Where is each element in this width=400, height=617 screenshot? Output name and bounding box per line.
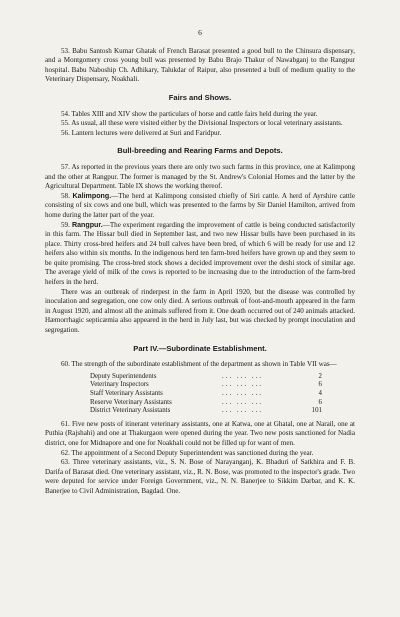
paragraph-54: 54. Tables XIII and XIV show the particulars of horse and cattle fairs held during the year. [61, 109, 318, 118]
staff-count: 6 [318, 398, 322, 406]
paragraph-53: 53. Babu Santosh Kumar Ghatak of French Barasat presented a good bull to the Chinsura dispensary, and a Montgomery cross young bull was presented by Babu Brajo Thakur of Nawabganj to the Rangpur hospital. Babu Naboship Ch. Adhikary, Talukdar of Raipur, also presented a bull of medium quality to the Veterinary Dispensary, Noakhali. [45, 46, 355, 84]
leader-dots: ... ... ... [222, 407, 263, 415]
paragraph-58-number: 58. [61, 191, 70, 200]
leader-dots: ... ... ... [222, 398, 263, 406]
paragraph-57: 57. As reported in the previous years there are only two such farms in this province, one at Kalimpong and the other at Rangpur. The former is managed by the St. Andrew's Colonial Homes and the latter by the Agricultural Department. Table IX shows the working thereof. [45, 162, 355, 191]
paragraph-59-number: 59. [61, 220, 70, 229]
staff-category: Staff Veterinary Assistants [90, 390, 163, 397]
staff-count: 4 [318, 390, 322, 397]
section-title-bull-breeding: Bull-breeding and Rearing Farms and Depots. [117, 146, 283, 156]
paragraph-62: 62. The appointment of a Second Deputy Superintendent was sanctioned during the year. [61, 448, 314, 457]
table-row [90, 407, 322, 416]
section-title-fairs: Fairs and Shows. [168, 92, 232, 102]
staff-category: District Veterinary Assistants [90, 407, 171, 415]
paragraph-58 [45, 192, 355, 221]
establishment-table [90, 373, 322, 416]
table-row [90, 390, 322, 399]
paragraph-56: 56. Lantern lectures were delivered at Suri and Faridpur. [61, 128, 222, 137]
paragraph-55: 55. As usual, all these were visited either by the Divisional Inspectors or local veterinary assistants. [61, 119, 343, 128]
paragraph-61: 61. Five new posts of itinerant veterinary assistants, one at Katwa, one at Ghatal, one at Narail, one at Puthia (Rajshahi) and one at Thakurgaon were opened during the year. Two new posts sanctioned for Nadia district, one for Midnapore and one for Noakhali could not be filled up for want of men. [45, 419, 355, 447]
section-title-part-iv: Part IV.—Subordinate Establishment. [133, 343, 267, 353]
paragraph-59-continued: There was an outbreak of rinderpest in the farm in April 1920, but the disease was controlled by inoculation and segregation, one cow only died. A serious outbreak of foot-and-mouth appeared in the farm in August 1920, and almost all the animals suffered from it. One death occurred out of 240 animals attacked. Hæmorrhagic septicæmia also appeared in the herd in July last, but was checked by prompt inoculation and segregation. [45, 287, 355, 335]
staff-category: Veterinary Inspectors [90, 381, 149, 389]
leader-dots: ... ... ... [222, 372, 263, 380]
staff-category: Deputy Superintendents [90, 372, 157, 380]
paragraph-59-heading: Rangpur. [71, 220, 103, 229]
leader-dots: ... ... ... [222, 390, 263, 397]
table-row [90, 373, 322, 382]
staff-count: 6 [318, 381, 322, 389]
paragraph-59 [45, 221, 355, 288]
table-row [90, 381, 322, 390]
paragraph-58-text: —The herd at Kalimpong consisted chiefly of Siri cattle. A herd of Ayrshire cattle consisting of six cows and one bull, which was presented to the farms by Sir Daniel Hamilton, arrived from home during the latter part of the year. [45, 191, 355, 219]
staff-count: 101 [311, 407, 322, 415]
paragraph-60: 60. The strength of the subordinate establishment of the department as shown in Table VII was— [61, 360, 337, 369]
page-number: 6 [198, 28, 202, 37]
staff-category: Reserve Veterinary Assistants [90, 398, 172, 406]
paragraph-58-heading: Kalimpong. [72, 191, 112, 200]
table-row [90, 399, 322, 408]
staff-count: 2 [318, 372, 322, 380]
paragraph-59-text: —The experiment regarding the improvement of cattle is being conducted satisfactorily in this farm. The Hissar bull died in September last, and two new Hissar bulls have been purchased in its place. Thirty cross-bred heifers and 24 bull calves have been bred, of which 6 will be ready for use and 12 heifers also within six months. In the indigenous herd ten farm-bred heifers have grown up and they seem to be quite promising. The cross-bred stock shows a decided improvement over the deshi stock of similar age. The average yield of milk of the cows is reported to be increasing due to the introduction of the farm-bred heifers in the herd. [45, 220, 355, 287]
leader-dots: ... ... ... [222, 381, 263, 389]
paragraph-63: 63. Three veterinary assistants, viz., S. N. Bose of Narayanganj, K. Bhaduri of Satkhira and F. B. Darifa of Barasat died. One veterinary assistant, viz., R. N. Bose, was promoted to the inspector's grade. Two were deputed for service under Foreign Government, viz., N. N. Banerjee to Sikkim Darbar, and K. K. Banerjee to Civil Administration, Bagdad. One. [45, 458, 355, 495]
